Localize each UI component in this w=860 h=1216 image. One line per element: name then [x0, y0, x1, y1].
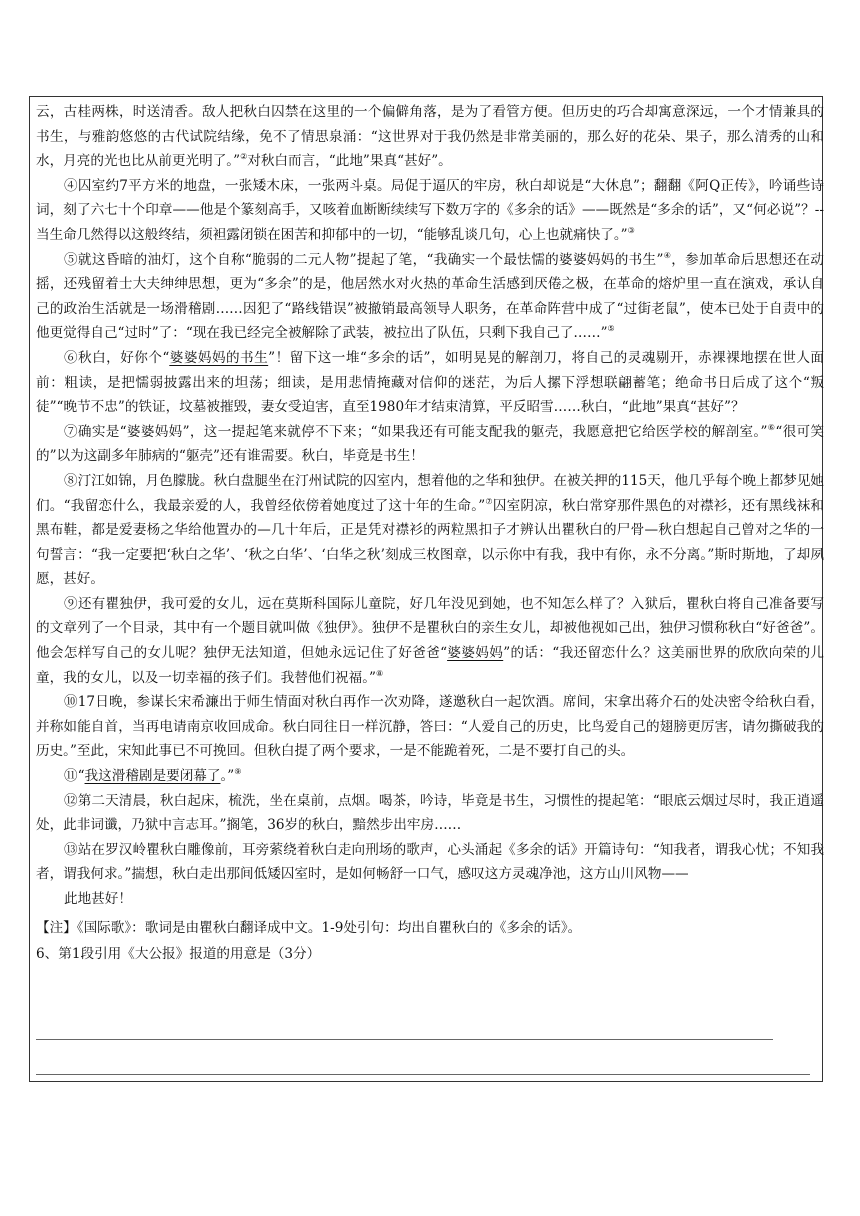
answer-line-2[interactable] — [36, 1074, 810, 1075]
underlined-phrase: 婆婆妈妈的书生 — [169, 349, 269, 366]
paragraph-8: ⑧汀江如锦，月色朦胧。秋白盘腿坐在汀州试院的囚室内，想着他的之华和独伊。在被关押的115天，他几乎每个晚上都梦见她们。“我留恋什么，我最亲爱的人，我曾经依傍着她度过了这十年的生命。”⑦囚室阴凉，秋白常穿那件黑色的对襟衫，还有黑线袜和黑布鞋，都是爱妻杨之华给他置办的—几十年后，正是凭对襟衫的两粒黑扣子才辨认出瞿秋白的尸骨—秋白想起自己曾对之华的一句誓言：“我一定要把‘秋白之华’、‘秋之白华’、‘白华之秋’刻成三枚图章，以示你中有我，我中有你，永不分离。”斯时斯地，了却夙愿，甚好。 — [36, 472, 825, 588]
paragraph-6: ⑥秋白，好你个“婆婆妈妈的书生”！留下这一堆“多余的话”，如明晃晃的解剖刀，将自己的灵魂剔开，赤裸裸地摆在世人面前：粗读，是把懦弱披露出来的坦荡；细读，是用悲情掩藏对信仰的迷茫，为后人摞下浮想联翩蓄笔；绝命书日后成了这个“叛徒”“晚节不忠”的铁证，坟墓被摧毁，妻女受迫害，直至1980年才结束清算，平反昭雪……秋白，“此地”果真“甚好”？ — [36, 349, 824, 416]
footnote-marker: ⑧ — [376, 668, 384, 678]
article-body — [36, 100, 824, 967]
paragraph-9: ⑨还有瞿独伊，我可爱的女儿，远在莫斯科国际儿童院，好几年没见到她，也不知怎么样了？入狱后，瞿秋白将自己准备要写的文章列了一个目录，其中有一个题目就叫做《独伊》。独伊不是瞿秋白的亲生女儿，却被他视如己出，独伊习惯称秋白“好爸爸”。他会怎样写自己的女儿呢？独伊无法知道，但她永远记住了好爸爸“婆婆妈妈”的话：“我还留恋什么？这美丽世界的欣欣向荣的儿童，我的女儿，以及一切幸福的孩子们。我替他们祝福。”⑧ — [36, 595, 825, 686]
paragraph-12: ⑫第二天清晨，秋白起床，梳洗，坐在桌前，点烟。喝茶，吟诗，毕竟是书生，习惯性的提起笔：“眼底云烟过尽时，我正逍遥处，此非词谶，乃狱中言志耳。”搁笔，36岁的秋白，黯然步出牢房…… — [36, 792, 824, 834]
answer-line-1[interactable] — [36, 1039, 773, 1040]
footnote-marker: ⑦ — [485, 496, 493, 506]
paragraph-5: ⑤就这昏暗的油灯，这个自称“脆弱的二元人物”提起了笔，“我确实一个最怯懦的婆婆妈妈的书生”④，参加革命后思想还在动摇，还残留着士大夫绅绅思想，更为“多余”的是，他居然水对火热的革命生活感到厌倦之极，在革命的熔炉里一直在演戏，承认自己的政治生活就是一场滑稽剧……因犯了“路线错误”被撤销最高领导人职务，在革命阵营中成了“过街老鼠”，使本已处于自责中的他更觉得自己“过时”了：“现在我已经完全被解除了武装，被拉出了队伍，只剩下我自己了……”⑤ — [36, 250, 825, 342]
footnote-marker: ③ — [627, 225, 635, 235]
footnote-marker: ⑥ — [767, 422, 776, 432]
paragraph-4: ④囚室约7平方米的地盘，一张矮木床，一张两斗桌。局促于逼仄的牢房，秋白却说是“大休息”；翻翻《阿Q正传》，吟诵些诗词，刻了六七十个印章——他是个篆刻高手，又咳着血断断续续写下数万字的《多余的话》——既然是“多余的话”，又“何必说”？--当生命几然得以这般终结，须袒露闭锁在困苦和抑郁中的一切，“能够乱谈几句，心上也就痛快了。”③ — [36, 177, 824, 243]
paragraph-14: 此地甚好！ — [64, 891, 132, 907]
underlined-phrase: 婆婆妈妈 — [447, 645, 504, 662]
annotation-note: 【注】《国际歌》：歌词是由瞿秋白翻译成中文。1-9处引句：均出自瞿秋白的《多余的话》。 — [36, 919, 582, 936]
paragraph-10: ⑩17日晚，参谋长宋希濂出于师生情面对秋白再作一次劝降，遂邀秋白一起饮酒。席间，宋拿出蒋介石的处决密令给秋白看，并称如能自首，当再电请南京收回成命。秋白同往日一样沉静，答曰：“人爱自己的历史，比鸟爱自己的翅膀更厉害，请勿撕破我的历史。”至此，宋知此事已不可挽回。但秋白提了两个要求，一是不能跪着死，二是不要打自己的头。 — [36, 694, 824, 760]
footnote-marker: ⑤ — [607, 324, 615, 334]
question-6: 6、第1段引用《大公报》报道的用意是（3分） — [36, 946, 321, 963]
footnote-marker: ② — [240, 152, 248, 162]
footnote-marker: ④ — [663, 250, 672, 260]
note-label: 【注】 — [36, 919, 77, 936]
underlined-phrase: 我这滑稽剧是要闭幕了 — [84, 768, 221, 785]
paragraph-continued: 云，古桂两株，时送清香。敌人把秋白囚禁在这里的一个偏僻角落，是为了看管方便。但历史的巧合却寓意深远，一个才情兼具的书生，与雅韵悠悠的古代试院结缘，免不了情思泉涌：“这世界对于我仍然是非常美丽的，那么好的花朵、果子，那么清秀的山和水，月亮的光也比从前更光明了。”②对秋白而言，“此地”果真“甚好”。 — [36, 104, 824, 170]
paragraph-11: ⑪“我这滑稽剧是要闭幕了。”⑨ — [64, 767, 242, 785]
paragraph-13: ⑬站在罗汉岭瞿秋白雕像前，耳旁萦绕着秋白走向刑场的歌声，心头涌起《多余的话》开篇诗句：“知我者，谓我心忧；不知我者，谓我何求。”揣想，秋白走出那间低矮囚室时，是如何畅舒一口气，感叹这方灵魂净池，这方山川风物—— — [36, 841, 824, 883]
footnote-marker: ⑨ — [234, 767, 242, 777]
paragraph-7: ⑦确实是“婆婆妈妈”，这一提起笔来就停不下来；“如果我还有可能支配我的躯壳，我愿意把它给医学校的解剖室。”⑥“很可笑的”以为这副多年肺病的“躯壳”还有谁需要。秋白，毕竟是书生！ — [36, 422, 825, 465]
